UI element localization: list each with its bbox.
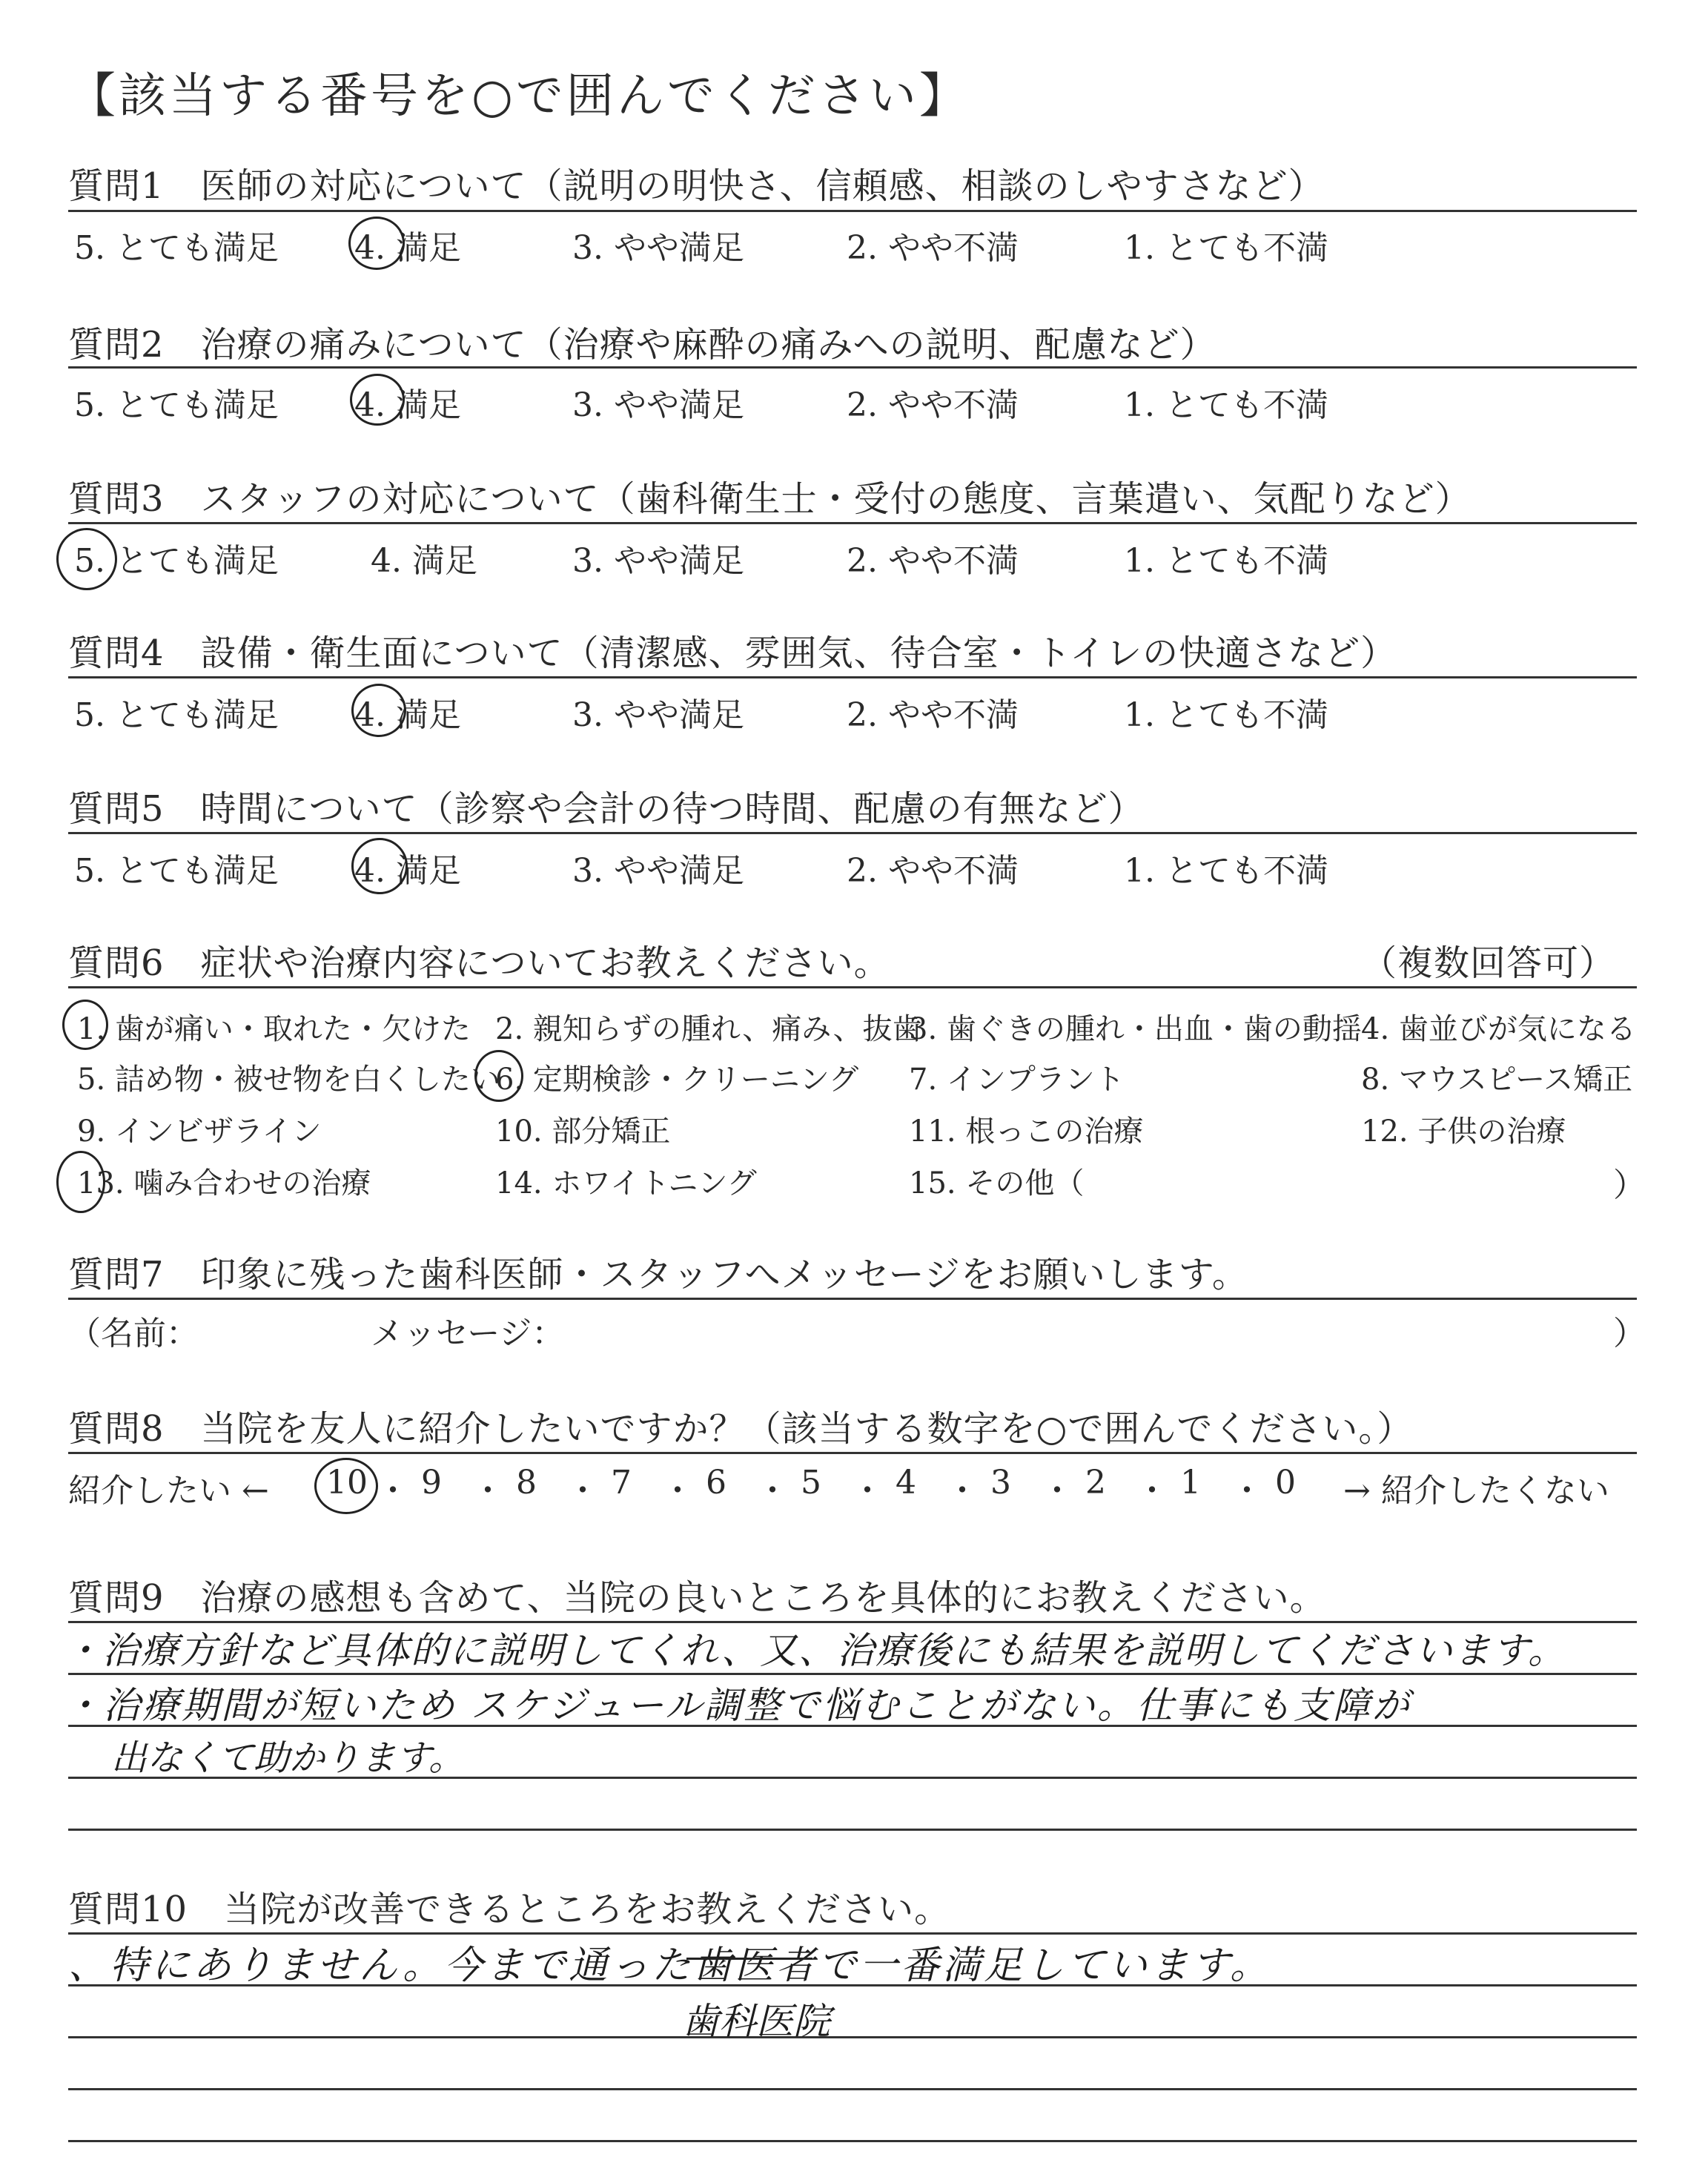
answer-line (68, 2036, 1637, 2038)
symptom-option-11[interactable]: 11. 根っこの治療 (909, 1114, 1144, 1149)
handwritten-correction: 歯科医院 (682, 2000, 830, 2043)
divider (68, 1452, 1637, 1454)
symptom-option-7[interactable]: 7. インプラント (909, 1063, 1125, 1097)
option-2[interactable]: 2. やや不満 (847, 852, 1019, 890)
divider (68, 366, 1637, 369)
recommend-score-4[interactable]: 4 (896, 1464, 916, 1502)
option-5[interactable]: 5. とても満足 (74, 386, 279, 424)
option-2[interactable]: 2. やや不満 (847, 229, 1019, 267)
selection-circle (348, 217, 405, 270)
option-3[interactable]: 3. やや満足 (572, 542, 744, 580)
scale-separator: ・ (1136, 1472, 1168, 1510)
symptom-option-12[interactable]: 12. 子供の治療 (1361, 1114, 1566, 1149)
handwritten-answer-line: 出なくて助かります。 (111, 1737, 465, 1779)
symptom-option-10[interactable]: 10. 部分矯正 (495, 1114, 671, 1149)
handwritten-answer-line: ・治療方針など具体的に説明してくれ、又、治療後にも結果を説明してくださいます。 (64, 1629, 1566, 1672)
option-5[interactable]: 5. とても満足 (74, 852, 279, 890)
recommend-score-5[interactable]: 5 (801, 1464, 821, 1502)
selection-circle (56, 528, 117, 590)
symptom-option-1[interactable]: 1. 歯が痛い・取れた・欠けた (77, 1012, 471, 1046)
recommend-score-0[interactable]: 0 (1275, 1464, 1296, 1502)
option-2[interactable]: 2. やや不満 (847, 542, 1019, 580)
handwritten-answer-line: 、特にありません。今まで通った歯医者で一番満足しています。 (68, 1943, 1271, 1988)
option-3[interactable]: 3. やや満足 (572, 229, 744, 267)
recommend-left-label: 紹介したい ← (68, 1472, 269, 1510)
selection-circle (351, 684, 406, 737)
message-close-paren: ） (1613, 1315, 1646, 1353)
question-title: 質問1 医師の対応について（説明の明快さ、信頼感、相談のしやすさなど） (68, 165, 1325, 207)
option-4[interactable]: 4. 満足 (354, 852, 461, 890)
answer-line (68, 1829, 1637, 1831)
name-label: （名前： (68, 1315, 199, 1353)
strikethrough-mark (686, 1958, 812, 1960)
option-5[interactable]: 5. とても満足 (74, 542, 279, 580)
answer-line (68, 2088, 1637, 2090)
recommend-score-9[interactable]: 9 (421, 1464, 442, 1502)
selection-circle (56, 1151, 105, 1213)
option-4[interactable]: 4. 満足 (354, 696, 461, 734)
recommend-score-1[interactable]: 1 (1180, 1464, 1201, 1502)
recommend-right-label: → 紹介したくない (1343, 1472, 1609, 1510)
recommend-score-7[interactable]: 7 (611, 1464, 632, 1502)
option-1[interactable]: 1. とても不満 (1124, 696, 1328, 734)
option-1[interactable]: 1. とても不満 (1124, 542, 1328, 580)
option-3[interactable]: 3. やや満足 (572, 696, 744, 734)
recommend-score-6[interactable]: 6 (706, 1464, 726, 1502)
multiple-answers-note: （複数回答可） (1361, 942, 1616, 984)
answer-line (68, 2140, 1637, 2142)
question-title: 質問6 症状や治療内容についてお教えください。 (68, 942, 890, 984)
divider (68, 832, 1637, 834)
option-1[interactable]: 1. とても不満 (1124, 386, 1328, 424)
question-title: 質問4 設備・衛生面について（清潔感、雰囲気、待合室・トイレの快適さなど） (68, 633, 1397, 674)
question-title: 質問8 当院を友人に紹介したいですか？（該当する数字を○で囲んでください。） (68, 1408, 1414, 1450)
option-4[interactable]: 4. 満足 (371, 542, 477, 580)
question-title: 質問9 治療の感想も含めて、当院の良いところを具体的にお教えください。 (68, 1577, 1326, 1619)
selection-circle (351, 838, 408, 894)
scale-separator: ・ (661, 1472, 694, 1510)
option-5[interactable]: 5. とても満足 (74, 696, 279, 734)
symptom-option-15[interactable]: 15. その他（ (909, 1166, 1085, 1200)
question-title: 質問5 時間について（診察や会計の待つ時間、配慮の有無など） (68, 788, 1145, 830)
symptom-option-14[interactable]: 14. ホワイトニング (495, 1166, 757, 1200)
recommend-score-2[interactable]: 2 (1085, 1464, 1106, 1502)
scale-separator: ・ (1041, 1472, 1073, 1510)
handwritten-answer-line: ・治療期間が短いため スケジュール調整で悩むことがない。仕事にも支障が (64, 1684, 1411, 1727)
divider (68, 1298, 1637, 1300)
symptom-option-13[interactable]: 13. 噛み合わせの治療 (77, 1166, 371, 1200)
divider (68, 986, 1637, 988)
divider (68, 676, 1637, 678)
scale-separator: ・ (471, 1472, 504, 1510)
scale-separator: ・ (946, 1472, 979, 1510)
other-close-paren: ） (1613, 1166, 1646, 1204)
recommend-score-10[interactable]: 10 (326, 1464, 368, 1502)
scale-separator: ・ (756, 1472, 789, 1510)
symptom-option-9[interactable]: 9. インビザライン (77, 1114, 322, 1149)
question-title: 質問10 当院が改善できるところをお教えください。 (68, 1889, 951, 1930)
scale-separator: ・ (851, 1472, 884, 1510)
symptom-option-6[interactable]: 6. 定期検診・クリーニング (495, 1063, 859, 1097)
selection-circle (474, 1050, 523, 1102)
divider (68, 210, 1637, 212)
selection-circle (350, 374, 405, 426)
question-title: 質問7 印象に残った歯科医師・スタッフへメッセージをお願いします。 (68, 1254, 1248, 1295)
selection-circle (314, 1458, 378, 1514)
symptom-option-4[interactable]: 4. 歯並びが気になる (1361, 1012, 1636, 1046)
question-title: 質問2 治療の痛みについて（治療や麻酔の痛みへの説明、配慮など） (68, 324, 1217, 366)
scale-separator: ・ (377, 1472, 409, 1510)
option-2[interactable]: 2. やや不満 (847, 386, 1019, 424)
divider (68, 522, 1637, 524)
scale-separator: ・ (566, 1472, 599, 1510)
symptom-option-5[interactable]: 5. 詰め物・被せ物を白くしたい (77, 1063, 500, 1097)
page-heading: 【該当する番号を○で囲んでください】 (68, 69, 970, 124)
message-label: メッセージ： (371, 1315, 565, 1353)
symptom-option-3[interactable]: 3. 歯ぐきの腫れ・出血・歯の動揺 (909, 1012, 1362, 1046)
option-3[interactable]: 3. やや満足 (572, 852, 744, 890)
option-2[interactable]: 2. やや不満 (847, 696, 1019, 734)
option-3[interactable]: 3. やや満足 (572, 386, 744, 424)
option-1[interactable]: 1. とても不満 (1124, 852, 1328, 890)
option-5[interactable]: 5. とても満足 (74, 229, 279, 267)
symptom-option-2[interactable]: 2. 親知らずの腫れ、痛み、抜歯 (495, 1012, 922, 1046)
recommend-score-3[interactable]: 3 (990, 1464, 1011, 1502)
option-4[interactable]: 4. 満足 (354, 386, 461, 424)
option-1[interactable]: 1. とても不満 (1124, 229, 1328, 267)
question-title: 質問3 スタッフの対応について（歯科衛生士・受付の態度、言葉遣い、気配りなど） (68, 478, 1472, 520)
option-4[interactable]: 4. 満足 (354, 229, 461, 267)
scale-separator: ・ (1231, 1472, 1263, 1510)
selection-circle (62, 1000, 108, 1050)
recommend-score-8[interactable]: 8 (516, 1464, 537, 1502)
symptom-option-8[interactable]: 8. マウスピース矯正 (1361, 1063, 1633, 1097)
